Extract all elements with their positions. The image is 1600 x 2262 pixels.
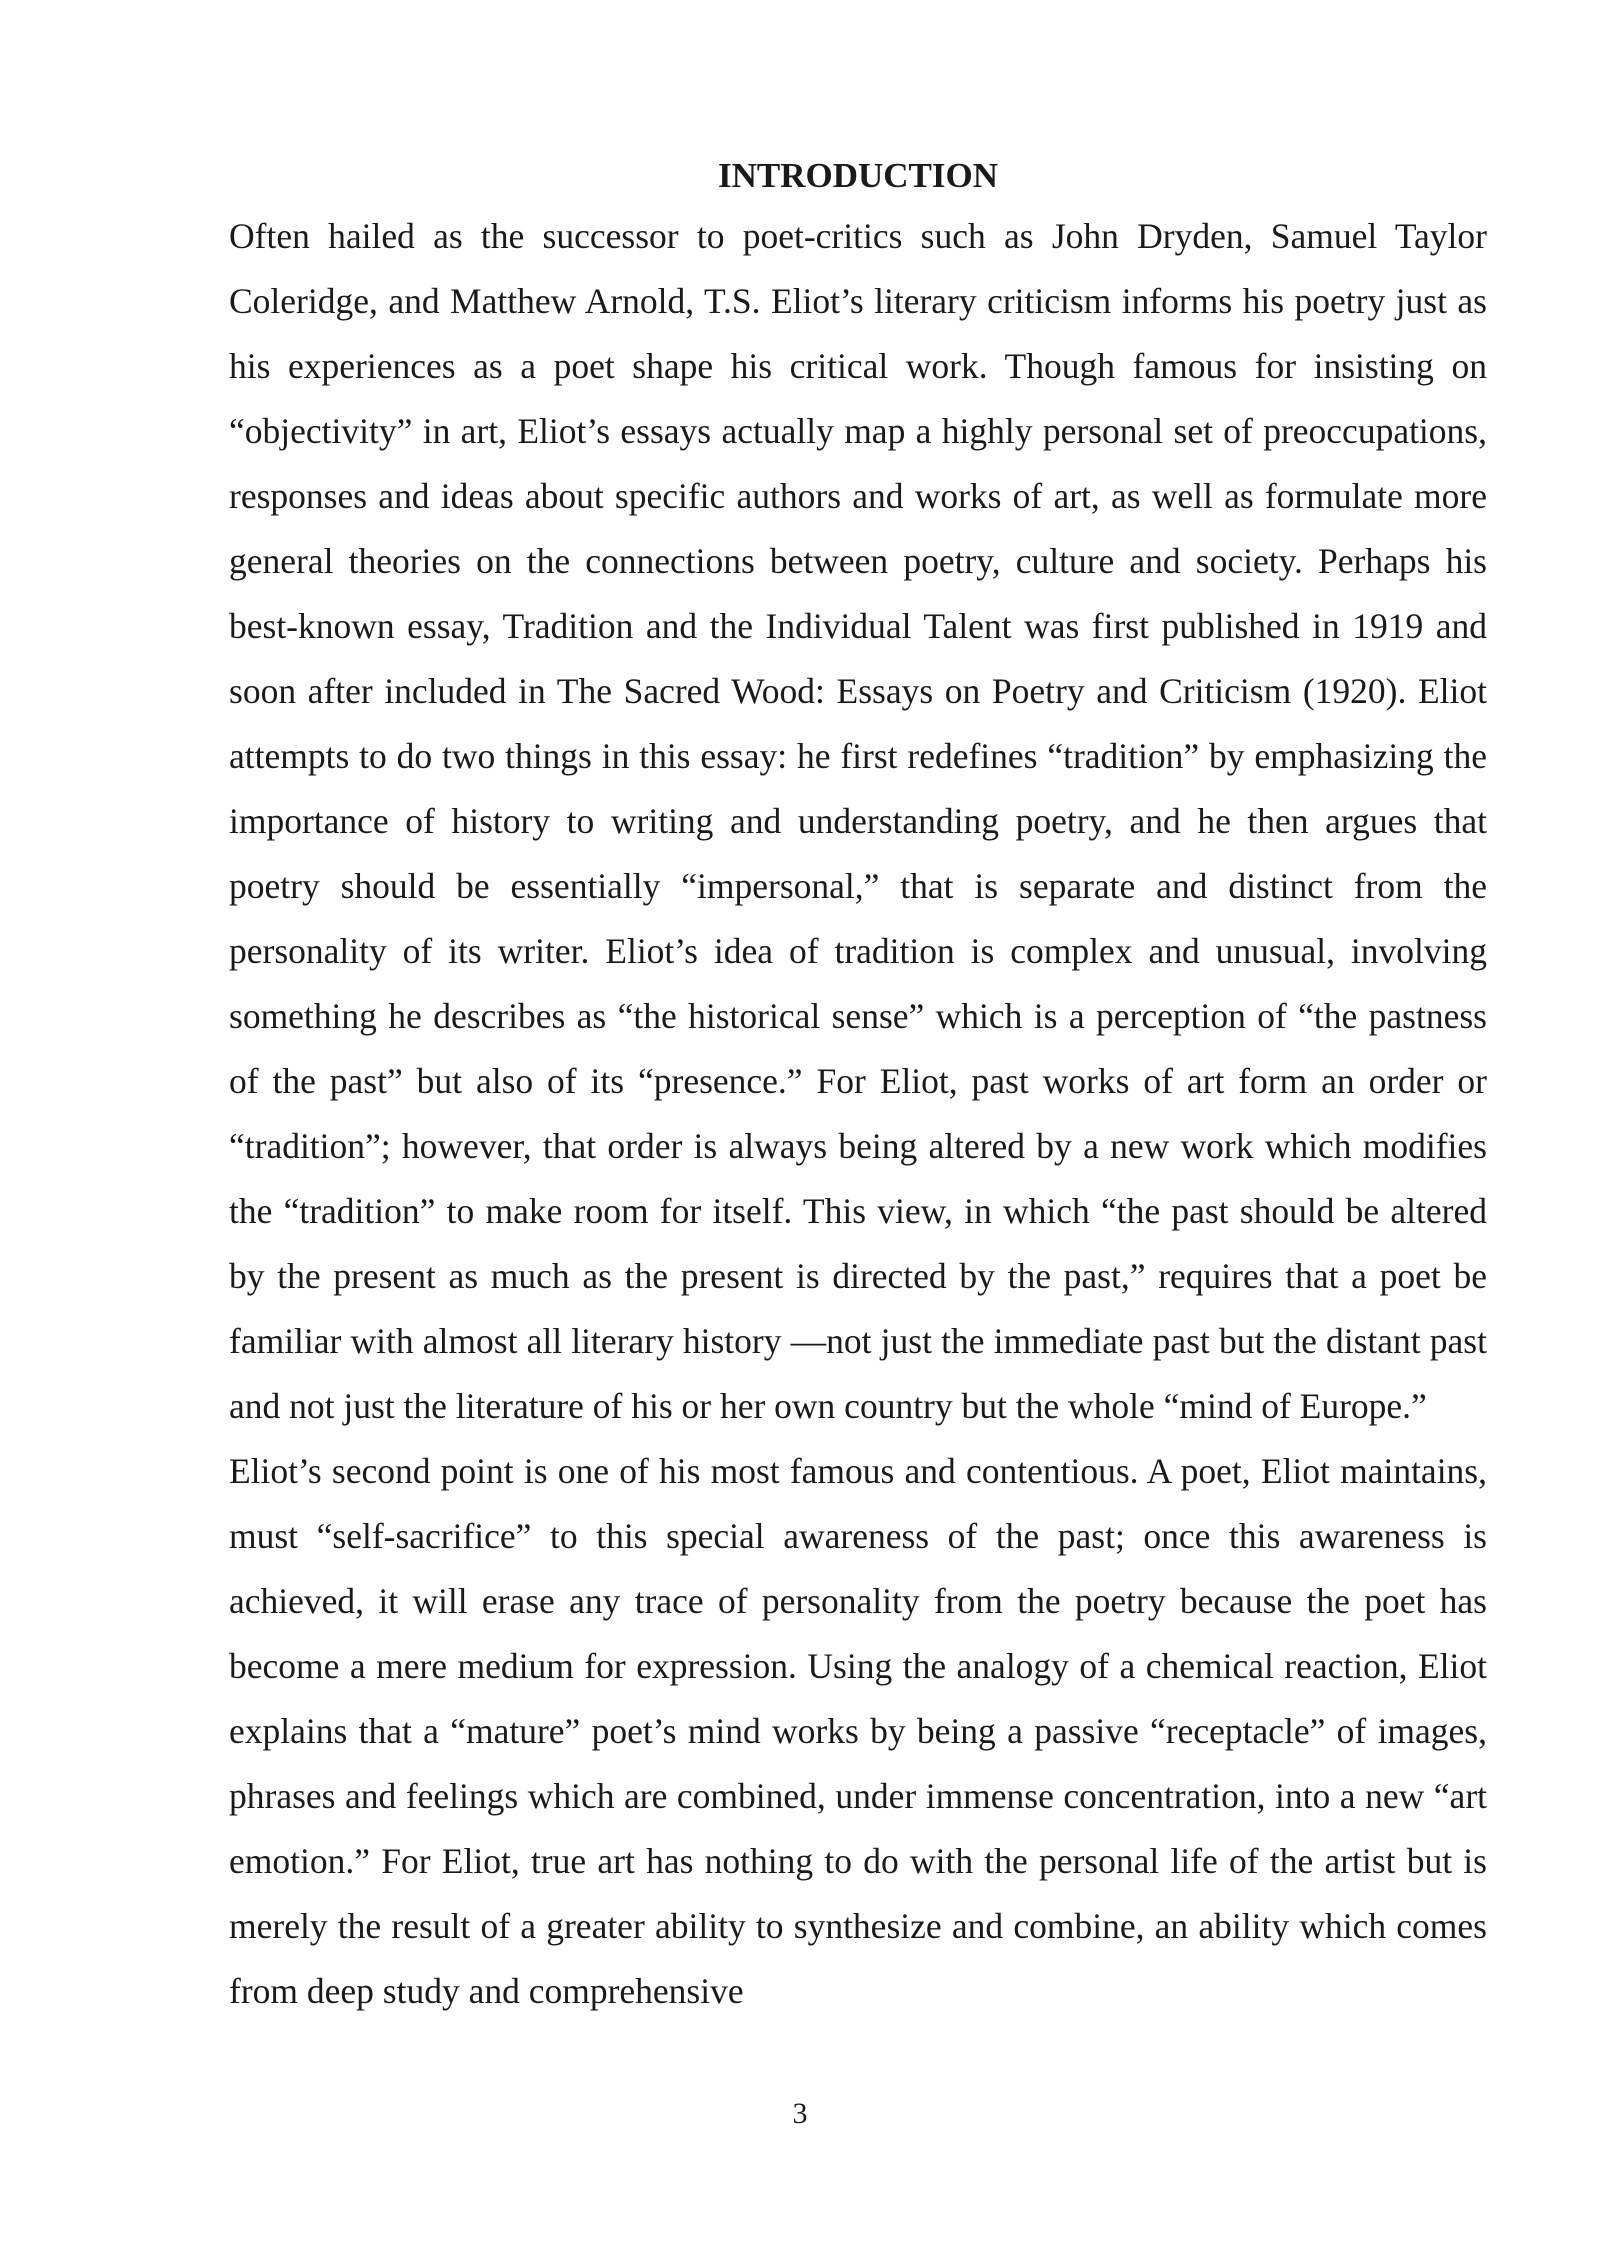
paragraph-1: Often hailed as the successor to poet-critics such as John Dryden, Samuel Taylor Coleridge, and Matthew Arnold, T.S. Eliot’s literary criticism informs his poetry just as his experiences as a poet shape his critical work. Though famous for insisting on “objectivity” in art, Eliot’s essays actually map a highly personal set of preoccupations, responses and ideas about specific authors and works of art, as well as formulate more general theories on the connections between poetry, culture and society. Perhaps his best-known essay, Tradition and the Individual Talent was first published in 1919 and soon after included in The Sacred Wood: Essays on Poetry and Criticism (1920). Eliot attempts to do two things in this essay: he first redefines “tradition” by emphasizing the importance of history to writing and understanding poetry, and he then argues that poetry should be essentially “impersonal,” that is separate and distinct from the personality of its writer. Eliot’s idea of tradition is complex and unusual, involving something he describes as “the historical sense” which is a perception of “the pastness of the past” but also of its “presence.” For Eliot, past works of art form an order or “tradition”; however, that order is always being altered by a new work which modifies the “tradition” to make room for itself. This view, in which “the past should be altered by the present as much as the present is directed by the past,” requires that a poet be familiar with almost all literary history —not just the immediate past but the distant past and not just the literature of his or her own country but the whole “mind of Europe.” xyxy=(229,216,1487,1426)
body-text-block xyxy=(229,148,1487,2024)
paragraph-2: Eliot’s second point is one of his most famous and contentious. A poet, Eliot maintains, must “self-sacrifice” to this special awareness of the past; once this awareness is achieved, it will erase any trace of personality from the poetry because the poet has become a mere medium for expression. Using the analogy of a chemical reaction, Eliot explains that a “mature” poet’s mind works by being a passive “receptacle” of images, phrases and feelings which are combined, under immense concentration, into a new “art emotion.” For Eliot, true art has nothing to do with the personal life of the artist but is merely the result of a greater ability to synthesize and combine, an ability which comes from deep study and comprehensive xyxy=(229,1451,1487,2011)
section-heading: INTRODUCTION xyxy=(717,156,999,195)
page-number: 3 xyxy=(792,2097,808,2130)
